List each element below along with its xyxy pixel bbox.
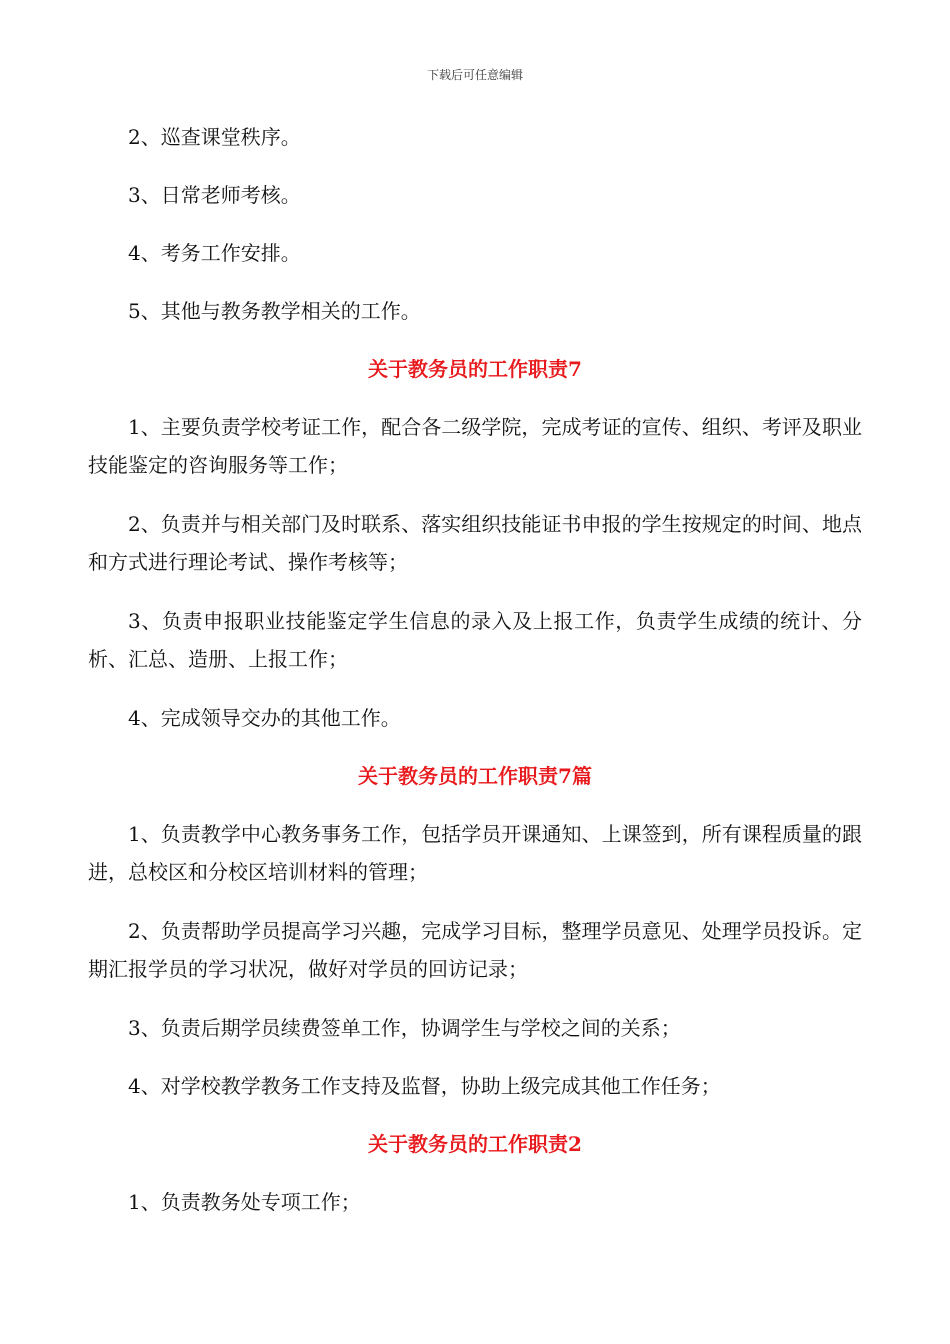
paragraph: 5、其他与教务教学相关的工作。 [128,299,421,323]
paragraph: 1、负责教学中心教务事务工作，包括学员开课通知、上课签到，所有课程质量的跟进，总校区和分校区培训材料的管理； [88,822,862,884]
paragraph: 4、对学校教学教务工作支持及监督，协助上级完成其他工作任务； [128,1074,721,1098]
paragraph: 2、负责帮助学员提高学习兴趣，完成学习目标，整理学员意见、处理学员投诉。定期汇报学员的学习状况，做好对学员的回访记录； [88,919,862,981]
header-note: 下载后可任意编辑 [426,68,523,82]
section-heading: 关于教务员的工作职责2 [368,1132,582,1156]
paragraph: 3、负责后期学员续费签单工作，协调学生与学校之间的关系； [128,1016,681,1040]
document-body [88,118,862,1221]
paragraph: 2、负责并与相关部门及时联系、落实组织技能证书申报的学生按规定的时间、地点和方式进行理论考试、操作考核等； [88,512,862,574]
paragraph: 1、负责教务处专项工作； [128,1190,361,1214]
section-heading: 关于教务员的工作职责7篇 [358,764,592,788]
paragraph: 1、主要负责学校考证工作，配合各二级学院，完成考证的宣传、组织、考评及职业技能鉴定的咨询服务等工作； [88,415,862,477]
paragraph: 4、完成领导交办的其他工作。 [128,706,401,730]
paragraph: 3、日常老师考核。 [128,183,301,207]
paragraph: 4、考务工作安排。 [128,241,301,265]
paragraph: 2、巡查课堂秩序。 [128,125,301,149]
paragraph: 3、负责申报职业技能鉴定学生信息的录入及上报工作，负责学生成绩的统计、分析、汇总、造册、上报工作； [88,609,862,671]
section-heading: 关于教务员的工作职责7 [368,357,582,381]
